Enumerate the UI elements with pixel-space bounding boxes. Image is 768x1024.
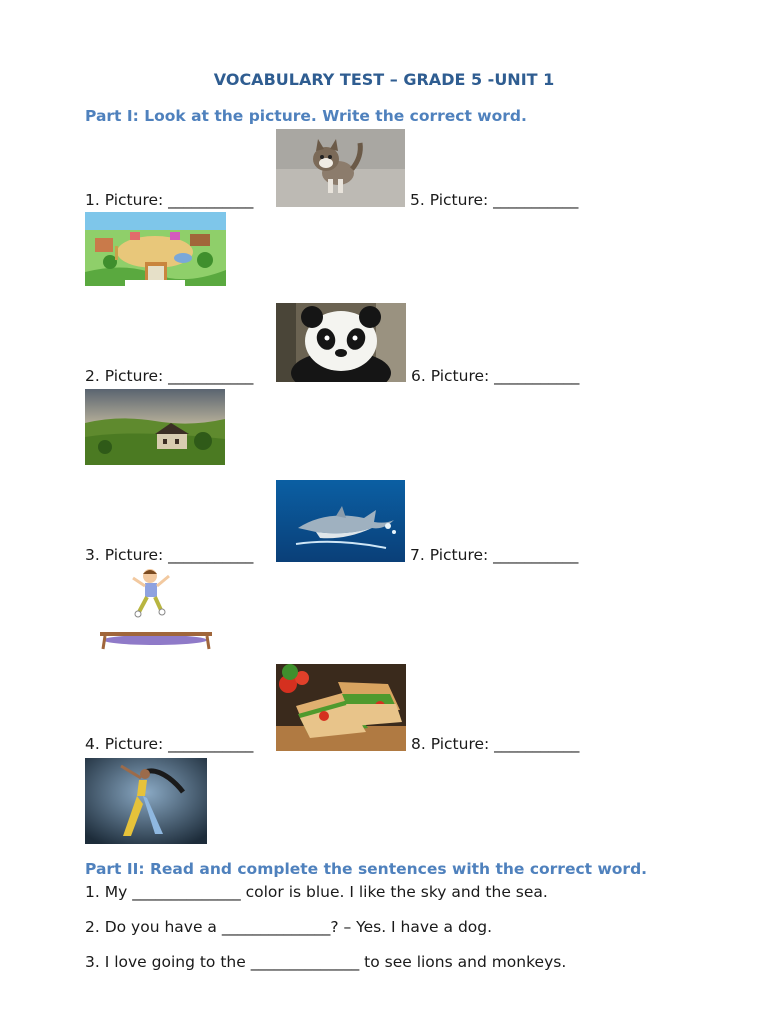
countryside-picture xyxy=(85,389,225,465)
item-2-line: 2. Picture: ___________ xyxy=(85,367,254,385)
item-3-line: 3. Picture: ___________ xyxy=(85,546,254,564)
part-1-heading: Part I: Look at the picture. Write the correct word. xyxy=(85,107,527,125)
sentence-3: 3. I love going to the ______________ to see lions and monkeys. xyxy=(85,953,567,971)
item-7-line: 7. Picture: ___________ xyxy=(410,546,579,564)
dancing-picture xyxy=(85,758,207,844)
dolphin-picture xyxy=(276,480,405,562)
sentence-1: 1. My ______________ color is blue. I like the sky and the sea. xyxy=(85,883,548,901)
sentence-2: 2. Do you have a ______________? – Yes. I have a dog. xyxy=(85,918,493,936)
item-1-line: 1. Picture: ___________ xyxy=(85,191,254,209)
item-5-line: 5. Picture: ___________ xyxy=(410,191,579,209)
item-4-line: 4. Picture: ___________ xyxy=(85,735,254,753)
item-8-line: 8. Picture: ___________ xyxy=(411,735,580,753)
sandwich-picture xyxy=(276,664,406,751)
kitten-picture xyxy=(276,129,405,207)
zoo-picture xyxy=(85,212,226,286)
part-2-heading: Part II: Read and complete the sentences with the correct word. xyxy=(85,860,648,878)
item-6-line: 6. Picture: ___________ xyxy=(411,367,580,385)
page-title: VOCABULARY TEST – GRADE 5 -UNIT 1 xyxy=(213,70,555,89)
jumping-picture xyxy=(95,566,217,652)
panda-picture xyxy=(276,303,406,382)
